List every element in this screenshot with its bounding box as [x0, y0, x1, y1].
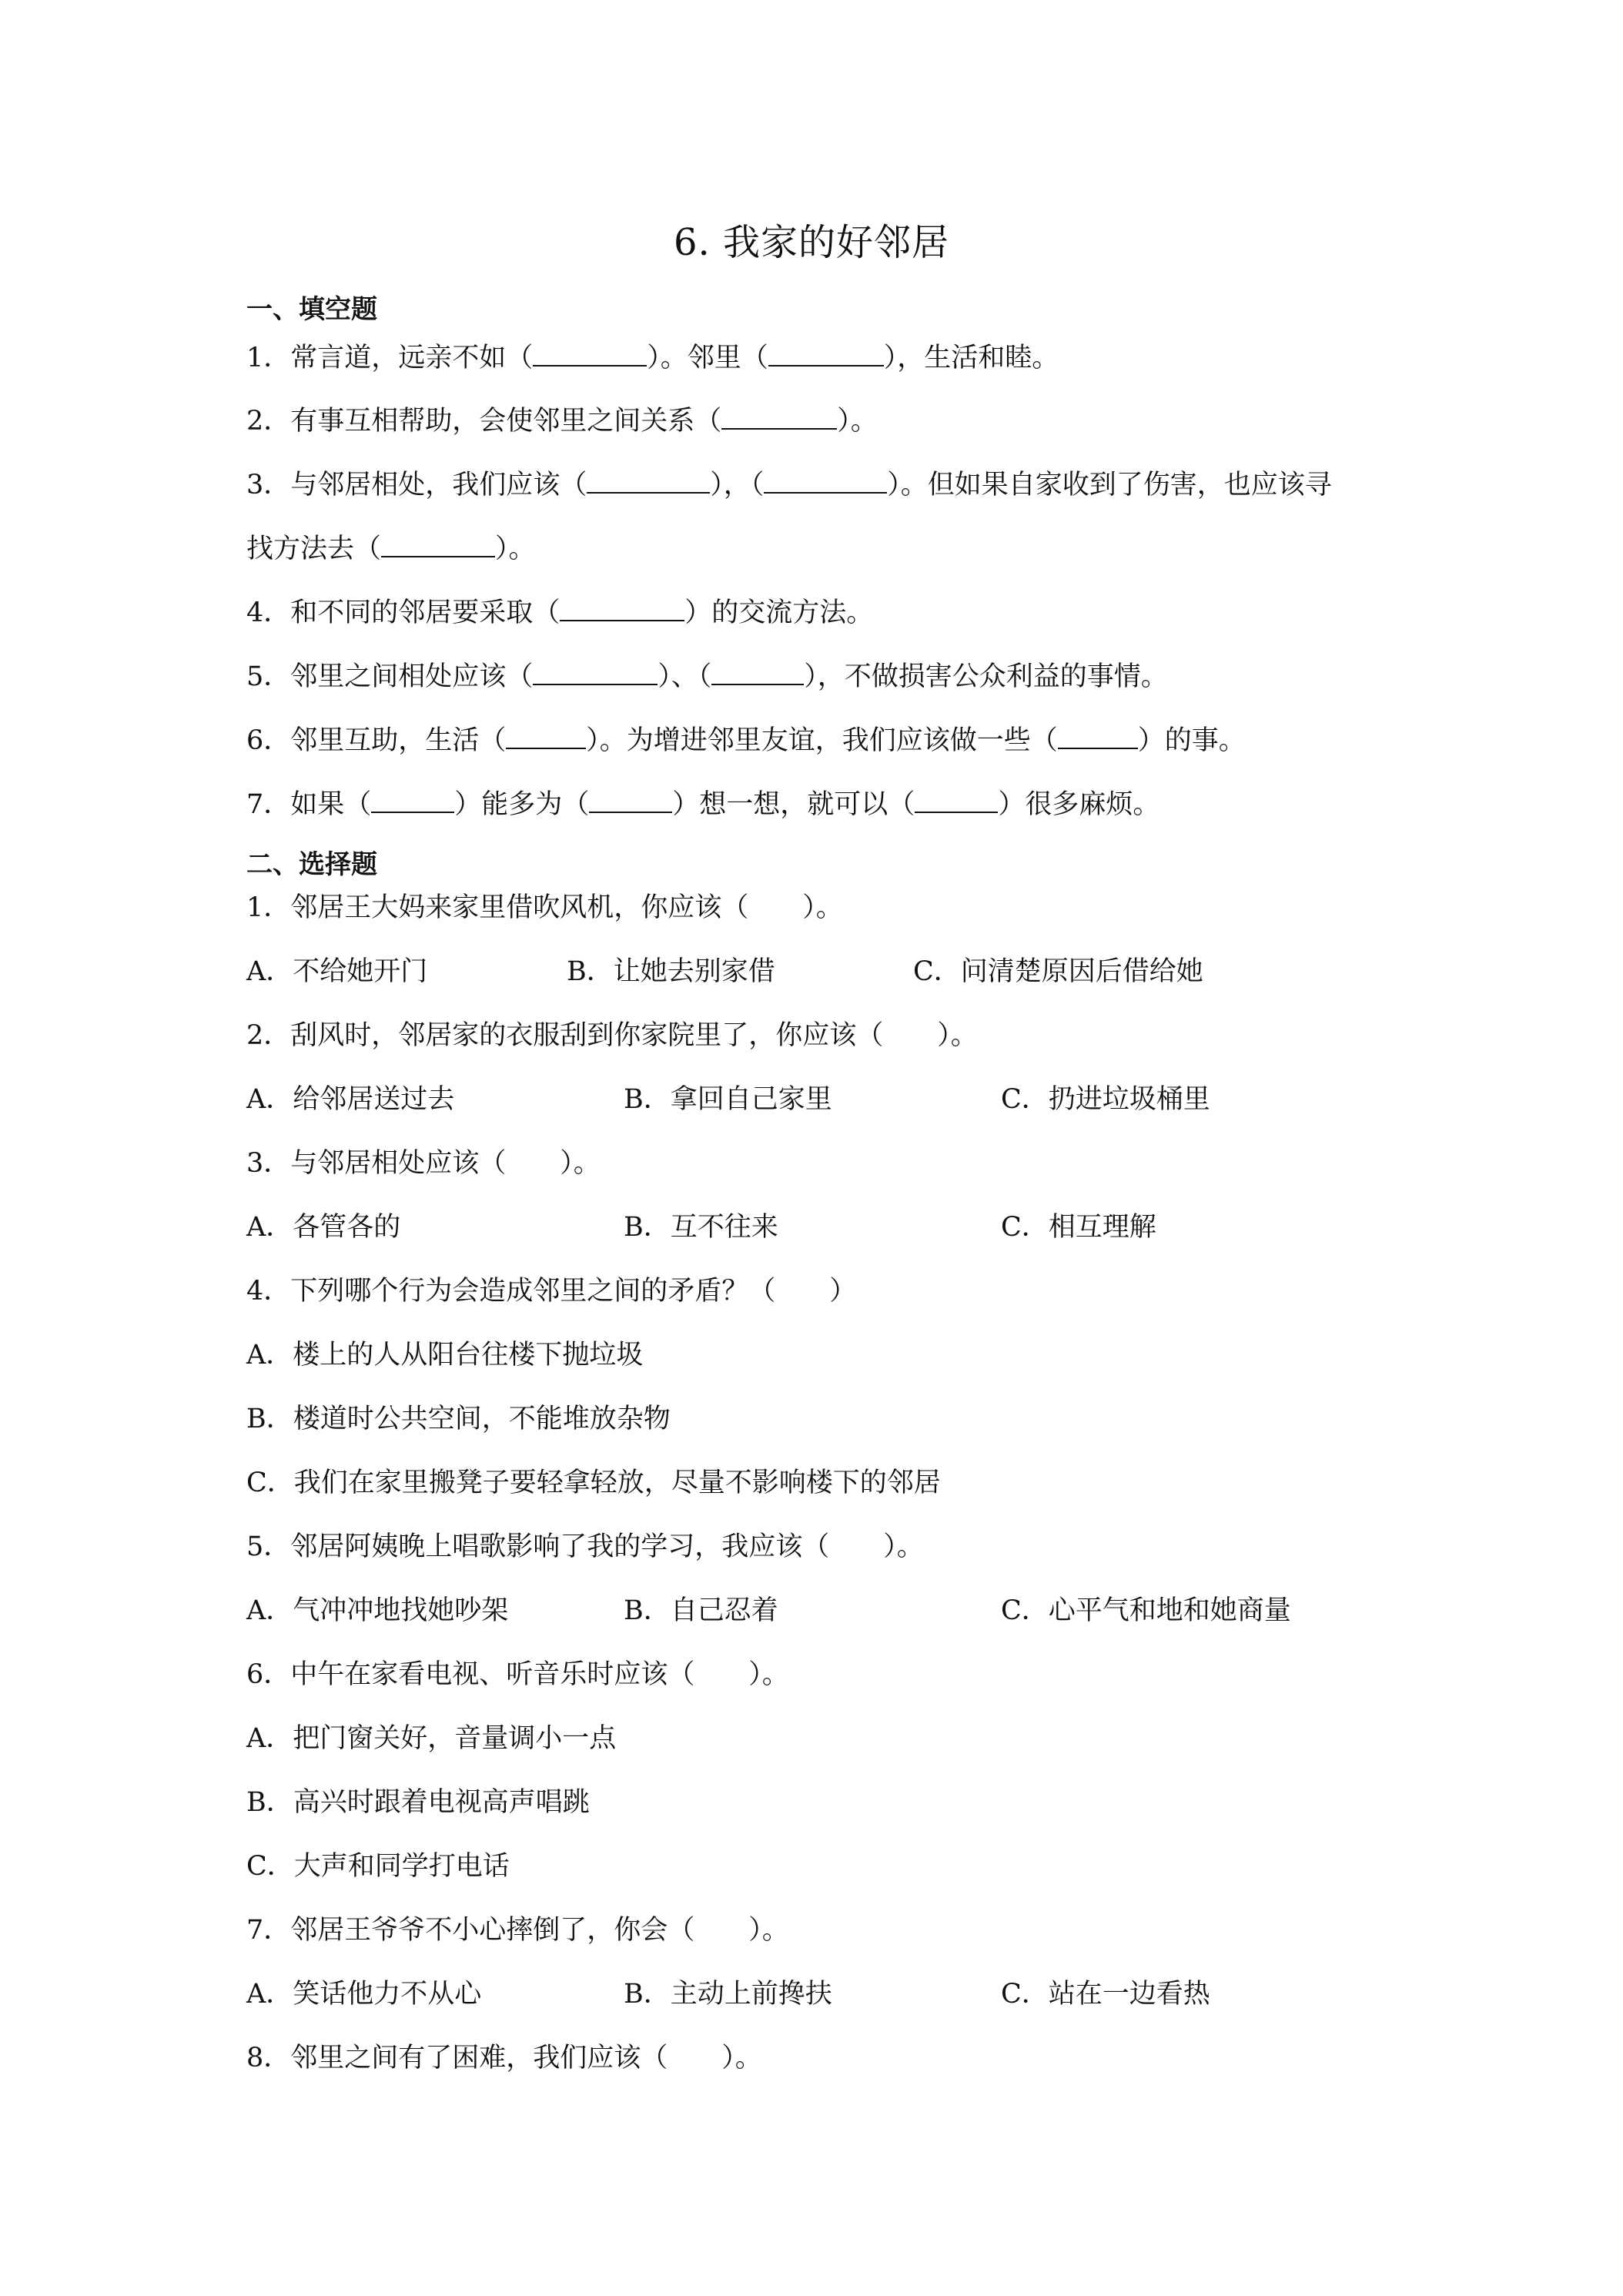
choice-question-3: 3．与邻居相处应该（ ）。	[246, 1148, 601, 1179]
choice-option-a[interactable]: A．把门窗关好，音量调小一点	[246, 1723, 617, 1754]
choice-option-c[interactable]: C．大声和同学打电话	[246, 1851, 510, 1882]
answer-blank[interactable]	[587, 467, 710, 494]
choice-question-7: 7．邻居王爷爷不小心摔倒了，你会（ ）。	[246, 1915, 789, 1946]
answer-blank[interactable]	[381, 531, 495, 557]
answer-blank[interactable]	[764, 467, 887, 494]
choice-option-a[interactable]: A．不给她开门	[246, 956, 428, 987]
section-heading-fill-in: 一、填空题	[246, 294, 377, 325]
choice-option-a[interactable]: A．给邻居送过去	[246, 1084, 455, 1115]
answer-blank[interactable]	[533, 659, 658, 685]
choice-option-b[interactable]: B．互不往来	[624, 1212, 778, 1243]
choice-option-a[interactable]: A．气冲冲地找她吵架	[246, 1595, 509, 1626]
fill-question-4: 4．和不同的邻居要采取（ ）的交流方法。	[246, 595, 873, 630]
choice-option-a[interactable]: A．各管各的	[246, 1212, 401, 1243]
page-title: 6. 我家的好邻居	[673, 221, 950, 264]
fill-question-7: 7．如果（ ）能多为（ ）想一想，就可以（ ）很多麻烦。	[246, 787, 1160, 822]
choice-option-b[interactable]: B．让她去别家借	[567, 956, 775, 987]
answer-blank[interactable]	[711, 659, 804, 685]
choice-option-b[interactable]: B．自己忍着	[624, 1595, 778, 1626]
fill-question-5: 5．邻里之间相处应该（ ）、（ ），不做损害公众利益的事情。	[246, 659, 1168, 694]
choice-question-6: 6．中午在家看电视、听音乐时应该（ ）。	[246, 1659, 789, 1690]
choice-option-c[interactable]: C．问清楚原因后借给她	[913, 956, 1203, 987]
answer-blank[interactable]	[589, 787, 672, 813]
choice-option-c[interactable]: C．相互理解	[1001, 1212, 1156, 1243]
choice-question-5: 5．邻居阿姨晚上唱歌影响了我的学习，我应该（ ）。	[246, 1531, 924, 1562]
choice-option-c[interactable]: C．我们在家里搬凳子要轻拿轻放，尽量不影响楼下的邻居	[246, 1468, 941, 1498]
choice-option-c[interactable]: C．扔进垃圾桶里	[1001, 1084, 1210, 1115]
choice-option-b[interactable]: B．楼道时公共空间，不能堆放杂物	[246, 1404, 671, 1434]
choice-option-a[interactable]: A．笑话他力不从心	[246, 1979, 482, 2010]
choice-option-c[interactable]: C．站在一边看热	[1001, 1979, 1210, 2010]
answer-blank[interactable]	[506, 723, 586, 749]
choice-option-b[interactable]: B．拿回自己家里	[624, 1084, 832, 1115]
choice-option-b[interactable]: B．高兴时跟着电视高声唱跳	[246, 1787, 590, 1818]
fill-question-3: 3．与邻居相处，我们应该（ ），（ ）。但如果自家收到了伤害，也应该寻	[246, 467, 1332, 502]
answer-blank[interactable]	[721, 403, 837, 430]
fill-question-2: 2．有事互相帮助，会使邻里之间关系（ ）。	[246, 403, 878, 438]
answer-blank[interactable]	[915, 787, 998, 813]
choice-option-a[interactable]: A．楼上的人从阳台往楼下抛垃圾	[246, 1340, 644, 1371]
answer-blank[interactable]	[371, 787, 454, 813]
answer-blank[interactable]	[560, 595, 684, 621]
choice-question-4: 4．下列哪个行为会造成邻里之间的矛盾？（ ）	[246, 1276, 857, 1307]
answer-blank[interactable]	[533, 340, 647, 366]
choice-question-8: 8．邻里之间有了困难，我们应该（ ）。	[246, 2043, 762, 2073]
section-heading-choice: 二、选择题	[246, 849, 377, 880]
fill-question-1: 1．常言道，远亲不如（ ）。邻里（ ），生活和睦。	[246, 340, 1059, 375]
choice-question-2: 2．刮风时，邻居家的衣服刮到你家院里了，你应该（ ）。	[246, 1020, 978, 1051]
choice-question-1: 1．邻居王大妈来家里借吹风机，你应该（ ）。	[246, 892, 843, 923]
choice-option-c[interactable]: C．心平气和地和她商量	[1001, 1595, 1291, 1626]
answer-blank[interactable]	[768, 340, 884, 366]
answer-blank[interactable]	[1058, 723, 1138, 749]
fill-question-3-continued: 找方法去（ ）。	[246, 531, 536, 566]
fill-question-6: 6．邻里互助，生活（ ）。为增进邻里友谊，我们应该做一些（ ）的事。	[246, 723, 1246, 758]
choice-option-b[interactable]: B．主动上前搀扶	[624, 1979, 832, 2010]
